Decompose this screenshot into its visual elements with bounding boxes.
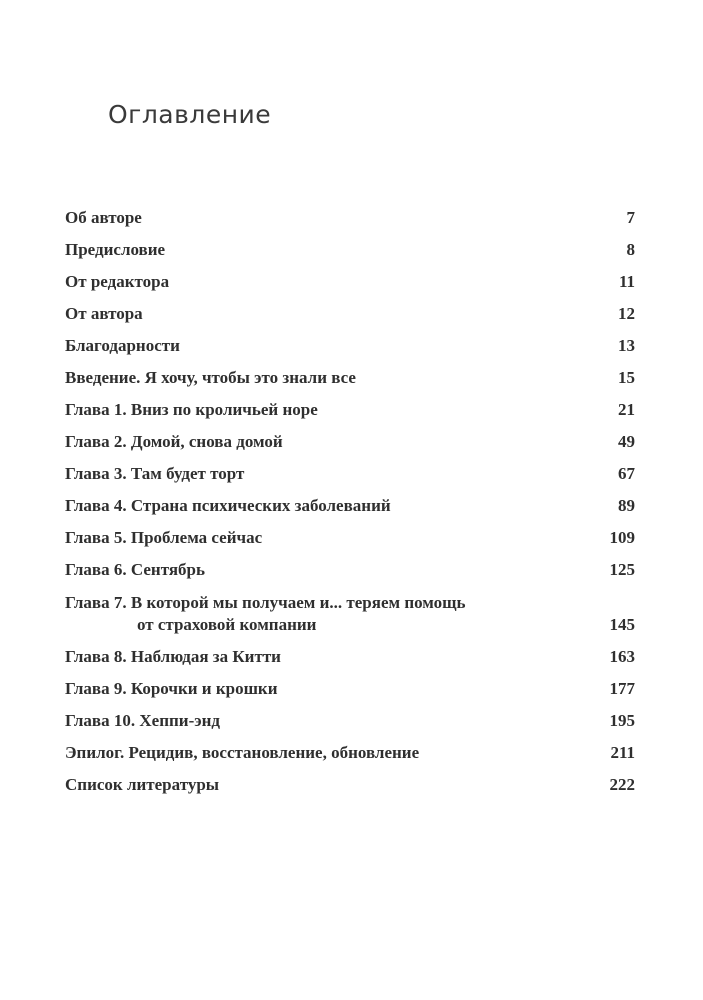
toc-entry-page: 12: [618, 304, 635, 323]
toc-entry-title: Глава 6. Сентябрь: [65, 560, 205, 579]
table-of-contents: [65, 205, 635, 804]
toc-entry-page: 15: [618, 368, 635, 387]
toc-entry-page: 195: [609, 711, 635, 730]
toc-entry-page: 49: [618, 432, 635, 451]
toc-entry-page: 163: [609, 647, 635, 666]
toc-entry: [65, 493, 635, 525]
toc-entry-page: 21: [618, 400, 635, 419]
toc-entry: [65, 708, 635, 740]
toc-entry-page: 8: [626, 240, 635, 259]
toc-entry-title: Эпилог. Рецидив, восстановление, обновление: [65, 743, 420, 762]
toc-entry-page: 177: [609, 679, 635, 698]
page-title: Оглавление: [108, 100, 272, 129]
toc-entry-page: 67: [618, 464, 635, 483]
toc-entry-title: Глава 5. Проблема сейчас: [65, 528, 263, 547]
toc-entry-title: От редактора: [65, 272, 170, 291]
toc-entry-title: Глава 2. Домой, снова домой: [65, 432, 283, 451]
toc-entry-page: 11: [618, 272, 635, 291]
toc-entry-page: 89: [618, 496, 635, 515]
toc-entry-title: [65, 592, 466, 644]
toc-entry: [65, 301, 635, 333]
toc-entry-page: 7: [626, 208, 635, 227]
toc-entry-title: Глава 4. Страна психических заболеваний: [65, 496, 391, 515]
toc-entry: [65, 269, 635, 301]
toc-entry-title: Предисловие: [65, 240, 166, 259]
toc-entry-title: Глава 10. Хеппи-энд: [65, 711, 220, 730]
toc-entry-title: Глава 9. Корочки и крошки: [65, 679, 278, 698]
toc-entry-title: Об авторе: [65, 208, 142, 227]
toc-entry: [65, 589, 635, 644]
toc-entry: [65, 461, 635, 493]
toc-entry: [65, 237, 635, 269]
toc-entry-title-continuation: от страховой компании: [137, 615, 317, 634]
toc-entry: [65, 333, 635, 365]
toc-entry-page: 145: [609, 615, 635, 634]
toc-entry-page: 211: [610, 743, 635, 762]
toc-entry: [65, 644, 635, 676]
toc-entry: [65, 365, 635, 397]
toc-entry-title: Благодарности: [65, 336, 180, 355]
toc-entry-title: Глава 3. Там будет торт: [65, 464, 245, 483]
toc-entry: [65, 525, 635, 557]
toc-entry: [65, 429, 635, 461]
toc-entry-page: 109: [609, 528, 635, 547]
toc-entry: [65, 772, 635, 804]
toc-entry-page: 13: [618, 336, 635, 355]
toc-entry: [65, 740, 635, 772]
toc-entry-title: Глава 8. Наблюдая за Китти: [65, 647, 281, 666]
toc-entry-page: 125: [609, 560, 635, 579]
toc-entry: [65, 557, 635, 589]
toc-entry-title: Глава 1. Вниз по кроличьей норе: [65, 400, 318, 419]
toc-entry-title: От автора: [65, 304, 143, 323]
toc-entry-title: Список литературы: [65, 775, 220, 794]
toc-entry-page: 222: [609, 775, 635, 794]
toc-entry: [65, 205, 635, 237]
toc-entry-title: Введение. Я хочу, чтобы это знали все: [65, 368, 356, 387]
toc-entry-title-line: Глава 7. В которой мы получаем и... теряем помощь: [65, 593, 466, 612]
toc-entry: [65, 397, 635, 429]
toc-entry: [65, 676, 635, 708]
